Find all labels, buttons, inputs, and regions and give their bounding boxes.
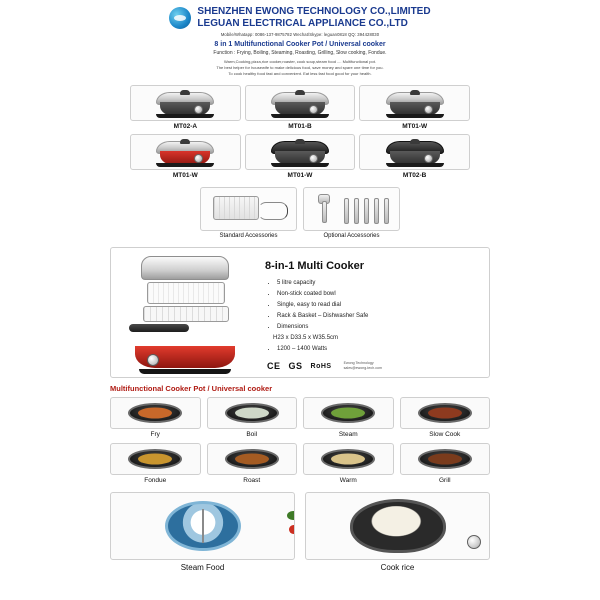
cooker-illustration — [156, 141, 214, 165]
product-photo — [359, 85, 470, 121]
showcase-label: Steam Food — [180, 563, 225, 572]
food-icon — [331, 408, 365, 419]
functions-section — [110, 384, 490, 484]
cooker-base — [156, 163, 214, 167]
product-model-grid — [130, 85, 470, 179]
food-icon — [331, 454, 365, 465]
functions-title: Multifunctional Cooker Pot / Universal cooker — [110, 384, 273, 393]
function-label: Slow Cook — [429, 431, 461, 438]
blurb-line-3: To cook healthy food fast and convenient. Eat less fast food good for your health. — [228, 71, 372, 76]
function-cell — [400, 443, 491, 484]
fondue-fork-icon — [374, 198, 379, 224]
cooker-base — [386, 163, 444, 167]
function-label: Fry — [150, 431, 160, 438]
temperature-dial-icon — [147, 354, 159, 366]
control-dial-icon — [194, 154, 203, 163]
function-subline: Function : Frying, Boiling, Steaming, Roasting, Grilling, Slow cooking, Fondue. — [213, 50, 387, 56]
ewong-logo-icon — [169, 7, 191, 29]
cooker-base — [271, 163, 329, 167]
accessory-label: Optional Accessories — [323, 233, 380, 239]
model-label: MT02-B — [402, 172, 427, 179]
product-cell — [245, 134, 356, 179]
feature-bullet-list — [265, 278, 483, 355]
function-label: Warm — [339, 477, 357, 484]
lid-knob-icon — [180, 90, 190, 95]
contact-mini-line1: Ewong Technology — [343, 361, 374, 365]
product-cell — [130, 134, 241, 179]
feature-section — [110, 247, 490, 378]
product-cell — [245, 85, 356, 130]
cooker-illustration — [156, 92, 214, 116]
contact-mini-line2: sales@ewong-tech.com — [343, 366, 382, 370]
feature-bullet: • Rack & Basket – Dishwasher Safe — [277, 311, 483, 322]
blurb-line-1: Warm,Cooking,pizza,rice cooker,roaster, cook soup,steam food .... Multifunctional pot. — [224, 59, 376, 64]
standard-accessories-photo — [200, 187, 297, 231]
gs-mark-icon: GS — [288, 361, 303, 371]
cooker-base — [156, 114, 214, 118]
control-dial-icon — [194, 105, 203, 114]
rice-pot-icon — [350, 499, 446, 553]
function-label: Boil — [246, 431, 258, 438]
showcase-cell — [305, 492, 490, 572]
certification-row — [265, 361, 483, 371]
lid-knob-icon — [410, 90, 420, 95]
cooker-base — [271, 114, 329, 118]
model-label: MT01-W — [287, 172, 313, 179]
model-label: MT01-W — [402, 123, 428, 130]
fondue-fork-icon — [364, 198, 369, 224]
food-icon — [235, 408, 269, 419]
fondue-fork-icon — [384, 198, 389, 224]
cooker-foot — [139, 369, 231, 374]
feature-title: 8-in-1 Multi Cooker — [265, 260, 365, 272]
function-cell — [110, 443, 201, 484]
function-label: Steam — [338, 431, 358, 438]
bottom-showcase — [110, 492, 490, 572]
food-icon — [138, 408, 172, 419]
function-label: Roast — [243, 477, 261, 484]
feature-bullet: • Non-stick coated bowl — [277, 289, 483, 300]
ce-mark-icon: CE — [267, 361, 281, 371]
function-cell — [207, 443, 298, 484]
control-dial-icon — [309, 154, 318, 163]
lid-knob-icon — [295, 139, 305, 144]
fondue-fork-icon — [354, 198, 359, 224]
product-photo — [359, 134, 470, 170]
function-cell — [207, 397, 298, 438]
fondue-fork-icon — [344, 198, 349, 224]
function-photo — [303, 397, 394, 429]
accessories-row — [200, 187, 400, 239]
accessory-cell — [303, 187, 400, 239]
page-header — [0, 0, 600, 77]
function-photo — [207, 397, 298, 429]
power-cord-icon — [258, 202, 288, 220]
lid-knob-icon — [295, 90, 305, 95]
function-photo — [110, 443, 201, 475]
contact-mini — [344, 361, 382, 371]
exploded-view-illustration — [117, 254, 257, 371]
feature-bullet: • 5 litre capacity — [277, 278, 483, 289]
company-name — [197, 6, 430, 30]
steam-food-photo — [110, 492, 295, 560]
product-cell — [359, 134, 470, 179]
showcase-label: Cook rice — [380, 563, 415, 572]
blurb-line-2: The best helper for housewife to make delicious food, save money and spare one time for you. — [216, 65, 384, 70]
product-cell — [359, 85, 470, 130]
function-cell — [303, 443, 394, 484]
function-photo — [400, 443, 491, 475]
feature-bullet: • 1200 – 1400 Watts — [277, 344, 483, 355]
cooker-illustration — [271, 141, 329, 165]
product-headline: 8 in 1 Multifunctional Cooker Pot / Universal cooker — [214, 41, 386, 48]
control-dial-icon — [467, 535, 481, 549]
company-logo-row — [0, 6, 600, 30]
lid-knob-icon — [410, 139, 420, 144]
company-name-line1: SHENZHEN EWONG TECHNOLOGY CO.,LIMITED — [197, 6, 431, 17]
feature-bullet: • Dimensions — [277, 322, 483, 333]
function-photo — [303, 443, 394, 475]
product-photo — [130, 134, 241, 170]
steaming-rack-icon — [213, 196, 259, 220]
model-label: MT02-A — [173, 123, 198, 130]
product-cell — [130, 85, 241, 130]
food-icon — [235, 454, 269, 465]
function-label: Grill — [438, 477, 451, 484]
function-photo — [110, 397, 201, 429]
pot-divider-icon — [202, 509, 204, 543]
food-icon — [428, 408, 462, 419]
cooker-base-unit-icon — [135, 340, 235, 374]
function-cell — [110, 397, 201, 438]
feature-bullet: • Single, easy to read dial — [277, 300, 483, 311]
spatula-handle-icon — [322, 201, 327, 223]
control-dial-icon — [424, 105, 433, 114]
cook-rice-photo — [305, 492, 490, 560]
functions-grid — [110, 397, 490, 484]
model-label: MT01-B — [288, 123, 312, 130]
cooker-base — [386, 114, 444, 118]
showcase-cell — [110, 492, 295, 572]
cooker-illustration — [386, 92, 444, 116]
basket-handle-icon — [129, 324, 189, 332]
steam-rack-icon — [143, 306, 229, 322]
product-photo — [245, 85, 356, 121]
cooker-illustration — [386, 141, 444, 165]
function-photo — [400, 397, 491, 429]
product-photo — [130, 85, 241, 121]
function-photo — [207, 443, 298, 475]
food-icon — [138, 454, 172, 465]
rohs-mark-icon: RoHS — [310, 362, 332, 370]
feature-dimensions: H23 x D33.5 x W35.5cm — [273, 335, 339, 341]
company-name-line2: LEGUAN ELECTRICAL APPLIANCE CO.,LTD — [197, 18, 408, 29]
fry-basket-icon — [147, 282, 225, 304]
product-photo — [245, 134, 356, 170]
model-label: MT01-W — [172, 172, 198, 179]
food-icon — [428, 454, 462, 465]
control-dial-icon — [309, 105, 318, 114]
control-dial-icon — [424, 154, 433, 163]
marketing-blurb — [0, 59, 600, 77]
function-cell — [303, 397, 394, 438]
feature-text-block — [257, 254, 483, 371]
lid-knob-icon — [180, 139, 190, 144]
contact-line: Mobile/Whatapp: 0086-137-9875782 Wechat/Skype: leguan0818 QQ: 394428030 — [220, 32, 380, 37]
glass-lid-icon — [141, 256, 229, 280]
optional-accessories-photo — [303, 187, 400, 231]
accessory-label: Standard Accessories — [219, 233, 278, 239]
accessory-cell — [200, 187, 297, 239]
broccoli-icon — [287, 511, 295, 520]
function-cell — [400, 397, 491, 438]
function-label: Fondue — [144, 477, 167, 484]
cooker-illustration — [271, 92, 329, 116]
tomato-icon — [289, 525, 295, 534]
